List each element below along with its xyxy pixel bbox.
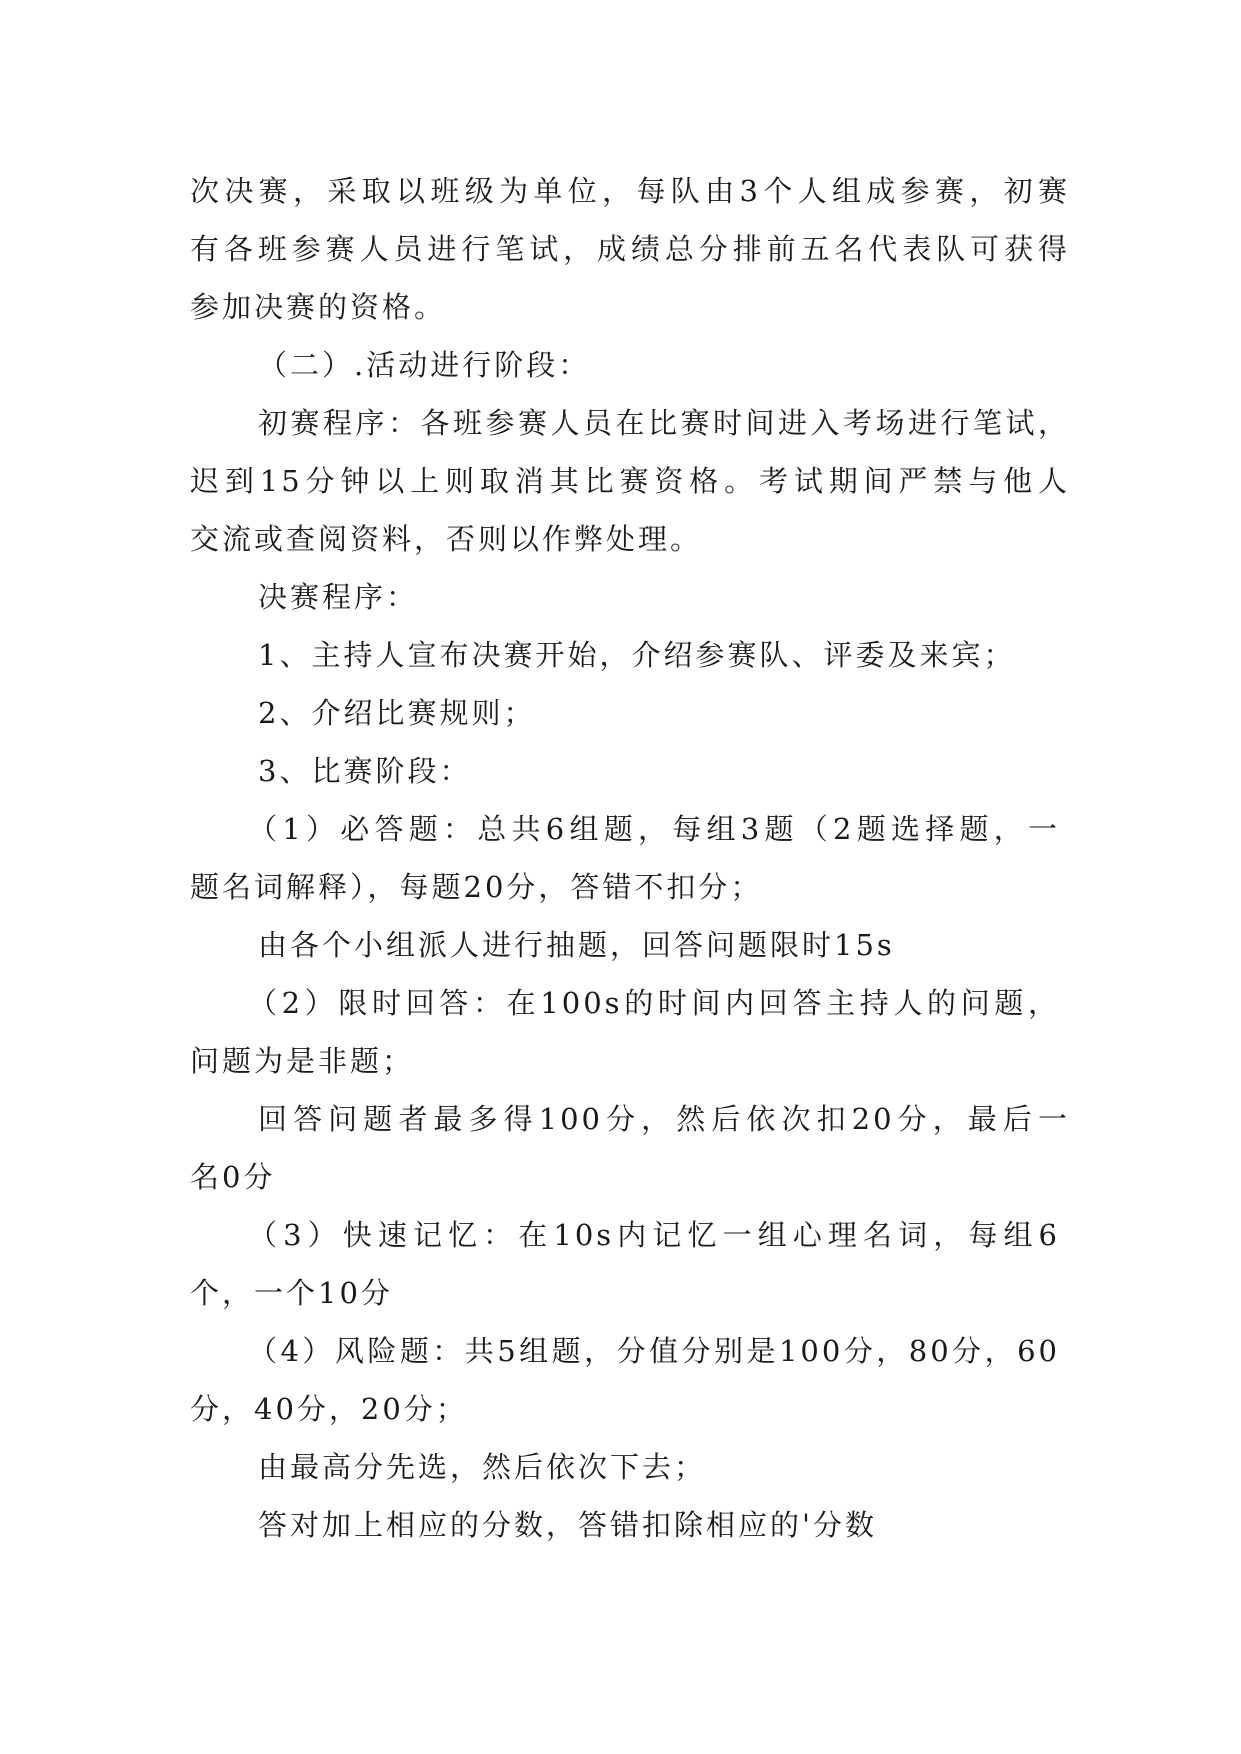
list-item: 2、介绍比赛规则； xyxy=(258,696,536,730)
paragraph-line: 答对加上相应的分数，答错扣除相应的'分数 xyxy=(258,1508,877,1542)
paragraph-line: 个，一个10分 xyxy=(190,1276,393,1310)
section-heading: （二）.活动进行阶段： xyxy=(258,348,591,382)
list-item: （3）快速记忆：在10s内记忆一组心理名词，每组6 xyxy=(248,1218,1060,1252)
paragraph-line: 次决赛，采取以班级为单位，每队由3个人组成参赛，初赛 xyxy=(190,174,1070,208)
paragraph-line: 参加决赛的资格。 xyxy=(190,290,447,324)
paragraph-line: 由各个小组派人进行抽题，回答问题限时15s xyxy=(258,928,895,962)
paragraph-line: 迟到15分钟以上则取消其比赛资格。考试期间严禁与他人 xyxy=(190,464,1070,498)
paragraph-line: 初赛程序：各班参赛人员在比赛时间进入考场进行笔试， xyxy=(258,406,1070,440)
paragraph-line: 名0分 xyxy=(190,1160,276,1194)
paragraph-line: 问题为是非题； xyxy=(190,1044,415,1078)
paragraph-line: 决赛程序： xyxy=(258,580,419,614)
list-item: 3、比赛阶段： xyxy=(258,754,472,788)
paragraph-line: 有各班参赛人员进行笔试，成绩总分排前五名代表队可获得 xyxy=(190,232,1070,266)
list-item: （1）必答题：总共6组题，每组3题（2题选择题，一 xyxy=(248,812,1060,846)
document-body xyxy=(190,162,1070,1554)
list-item: （4）风险题：共5组题，分值分别是100分，80分，60 xyxy=(248,1334,1060,1368)
paragraph-line: 回答问题者最多得100分，然后依次扣20分，最后一 xyxy=(258,1102,1070,1136)
paragraph-line: 由最高分先选，然后依次下去； xyxy=(258,1450,707,1484)
paragraph-line: 题名词解释），每题20分，答错不扣分； xyxy=(190,870,763,904)
paragraph-line: 交流或查阅资料，否则以作弊处理。 xyxy=(190,522,703,556)
list-item: 1、主持人宣布决赛开始，介绍参赛队、评委及来宾； xyxy=(258,638,1016,672)
list-item: （2）限时回答：在100s的时间内回答主持人的问题， xyxy=(248,986,1060,1020)
paragraph-line: 分，40分，20分； xyxy=(190,1392,468,1426)
